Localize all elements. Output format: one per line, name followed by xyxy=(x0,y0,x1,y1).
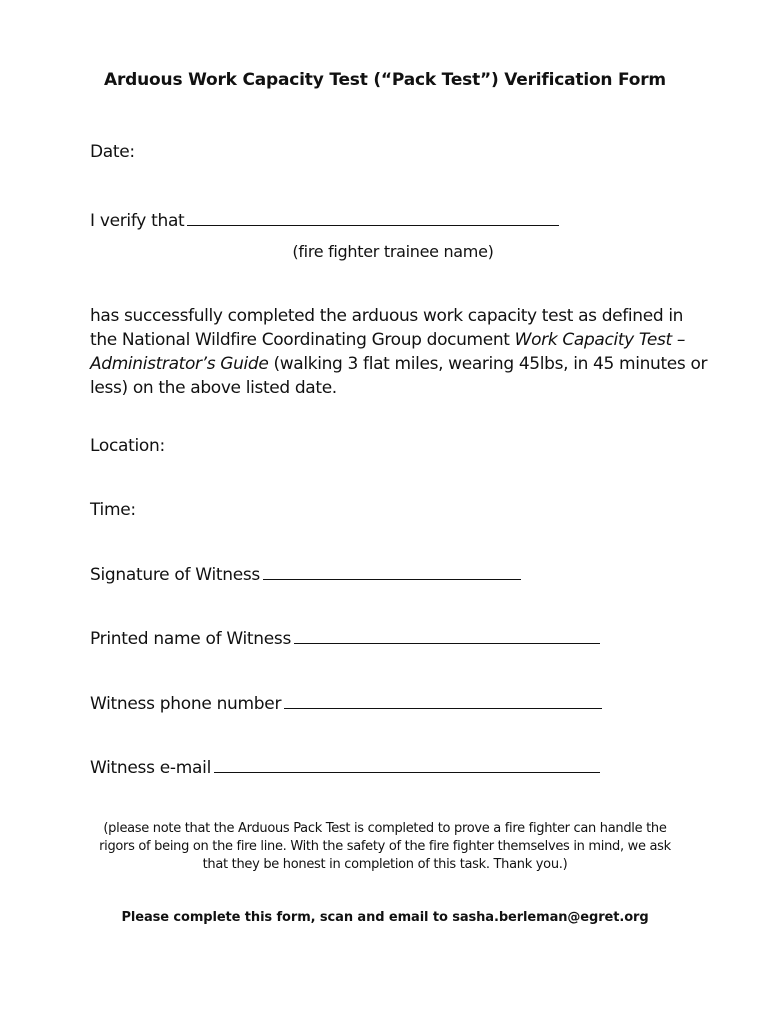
pack-test-note xyxy=(85,820,685,874)
paragraph-line-3-text: (walking 3 flat miles, wearing 45lbs, in 45 minutes or xyxy=(268,354,708,374)
trainee-name-caption: (fire fighter trainee name) xyxy=(292,242,494,261)
paragraph-line-1: has successfully completed the arduous work capacity test as defined in xyxy=(90,306,684,326)
phone-label: Witness phone number xyxy=(90,694,282,714)
document-title-part-2: Administrator’s Guide xyxy=(90,354,269,374)
form-title: Arduous Work Capacity Test (“Pack Test”) Verification Form xyxy=(104,70,666,90)
note-line-3: that they be honest in completion of this task. Thank you.) xyxy=(202,857,568,872)
paragraph-line-2 xyxy=(90,328,690,352)
email-blank[interactable] xyxy=(214,758,600,773)
submission-instructions: Please complete this form, scan and email to sasha.berleman@egret.org xyxy=(121,910,649,925)
printed-name-label: Printed name of Witness xyxy=(90,629,292,649)
verify-label: I verify that xyxy=(90,211,185,231)
paragraph-line-3 xyxy=(90,352,708,376)
verification-paragraph xyxy=(90,304,708,400)
time-field-label: Time: xyxy=(90,500,136,520)
email-row xyxy=(90,758,600,778)
phone-row xyxy=(90,694,602,714)
paragraph-line-2-text: the National Wildfire Coordinating Group document xyxy=(90,330,515,350)
date-field-label: Date: xyxy=(90,142,135,162)
location-field-label: Location: xyxy=(90,436,165,456)
trainee-name-blank[interactable] xyxy=(187,211,559,226)
note-line-2: rigors of being on the fire line. With the safety of the fire fighter themselves in mind, we ask xyxy=(99,839,671,854)
verify-row xyxy=(90,211,559,231)
signature-label: Signature of Witness xyxy=(90,565,260,585)
printed-name-row xyxy=(90,629,600,649)
paragraph-line-4: less) on the above listed date. xyxy=(90,378,337,398)
signature-row xyxy=(90,565,521,585)
document-title-part-1: Work Capacity Test – xyxy=(514,330,685,350)
signature-blank[interactable] xyxy=(263,565,521,580)
note-line-1: (please note that the Arduous Pack Test is completed to prove a fire fighter can handle the xyxy=(103,821,667,836)
email-label: Witness e-mail xyxy=(90,758,211,778)
phone-blank[interactable] xyxy=(284,694,602,709)
printed-name-blank[interactable] xyxy=(294,629,600,644)
